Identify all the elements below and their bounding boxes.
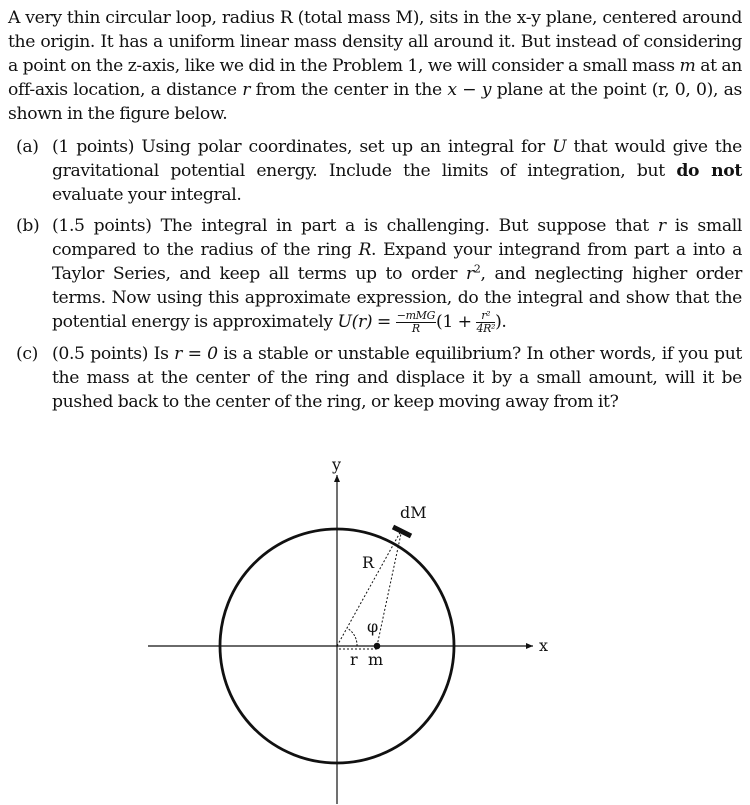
part-b-paren-open: (1 + [436, 312, 477, 332]
x-axis-label: x [539, 636, 549, 655]
r-label: r [350, 650, 358, 669]
part-a-text-2: that would give the gravitational potential energy. Include the limits of integration, but [52, 137, 742, 181]
intro-plane-symbol: x − y [447, 80, 492, 100]
intro-point: (r, 0, 0) [651, 80, 713, 100]
part-b-potential-symbol: U(r) [337, 312, 373, 332]
mass-point [374, 643, 381, 650]
part-c-text-2: is a stable or unstable equilibrium? In other words, if you put the mass at the center of the ring and displace it by a small amount, will it be pushed back to the center of the ring, or keep moving away from it? [52, 344, 742, 412]
angle-arc [347, 628, 357, 646]
part-b-text-3: . Expand your integrand from part a into a Taylor Series, and keep all terms up to order [52, 240, 742, 284]
problem-intro [8, 6, 742, 126]
part-b-paren-close: ). [495, 312, 507, 332]
part-b-r2-symbol: r [466, 264, 474, 284]
part-b [8, 214, 742, 335]
y-axis-label: y [332, 455, 342, 474]
part-b-body [52, 214, 742, 335]
intro-distance-symbol: r [242, 80, 251, 100]
part-b-R-symbol: R [358, 240, 372, 260]
intro-text-3: from the center in the [250, 80, 448, 100]
part-a-body [52, 135, 742, 207]
part-b-r2-exponent: 2 [473, 262, 481, 276]
dm-element [393, 527, 411, 536]
radius-label: R [362, 553, 375, 572]
intro-mass-symbol: m [679, 56, 696, 76]
part-b-label: (b) [16, 216, 40, 236]
part-b-text-4: , and neglecting higher order terms. Now using this approximate expression, do the integral and show that the potential energy is approximately [52, 264, 742, 332]
part-c-condition: r = 0 [174, 344, 218, 364]
intro-text-1: A very thin circular loop, radius R (total mass M), sits in the x-y plane, centered around the origin. It has a uniform linear mass density all around it. But instead of considering a point on the z-axis, like we did in the Problem 1, we will consider a small mass [8, 8, 742, 76]
part-b-r-symbol: r [657, 216, 666, 236]
part-b-text-2: is small compared to the radius of the ring [52, 216, 743, 260]
intro-text-4: plane at the point [491, 80, 652, 100]
ring-diagram [0, 452, 750, 805]
intro-text-5: , as shown in the figure below. [8, 80, 742, 124]
dm-label: dM [400, 503, 427, 522]
part-b-text-1: (1.5 points) The integral in part a is challenging. But suppose that [52, 216, 658, 236]
part-a-text-3: evaluate your integral. [52, 185, 242, 205]
part-c-label: (c) [16, 344, 38, 364]
part-b-fraction-1 [396, 310, 436, 335]
part-c [8, 342, 742, 414]
m-label: m [368, 650, 384, 669]
part-a-label: (a) [16, 137, 39, 157]
part-b-fraction-2 [476, 310, 495, 335]
part-a-emphasis: do not [676, 161, 742, 181]
ring-diagram-svg [0, 452, 750, 805]
fraction-2-numerator: r² [476, 310, 495, 323]
part-c-text-1: (0.5 points) Is [52, 344, 175, 364]
part-c-body [52, 342, 742, 414]
angle-label: φ [367, 617, 379, 636]
problem-page [8, 6, 742, 421]
part-a [8, 135, 742, 207]
fraction-1-numerator: −mMG [396, 309, 436, 322]
part-a-text-1: (1 points) Using polar coordinates, set up an integral for [52, 137, 553, 157]
fraction-1-denominator: R [411, 322, 420, 335]
problem-parts [8, 135, 742, 414]
part-a-U-symbol: U [552, 137, 567, 157]
intro-text-2: at an off-axis location, a distance [8, 56, 742, 100]
distance-line [377, 529, 402, 646]
fraction-2-denominator: 4R² [476, 322, 496, 335]
part-b-equals: = [372, 312, 396, 332]
